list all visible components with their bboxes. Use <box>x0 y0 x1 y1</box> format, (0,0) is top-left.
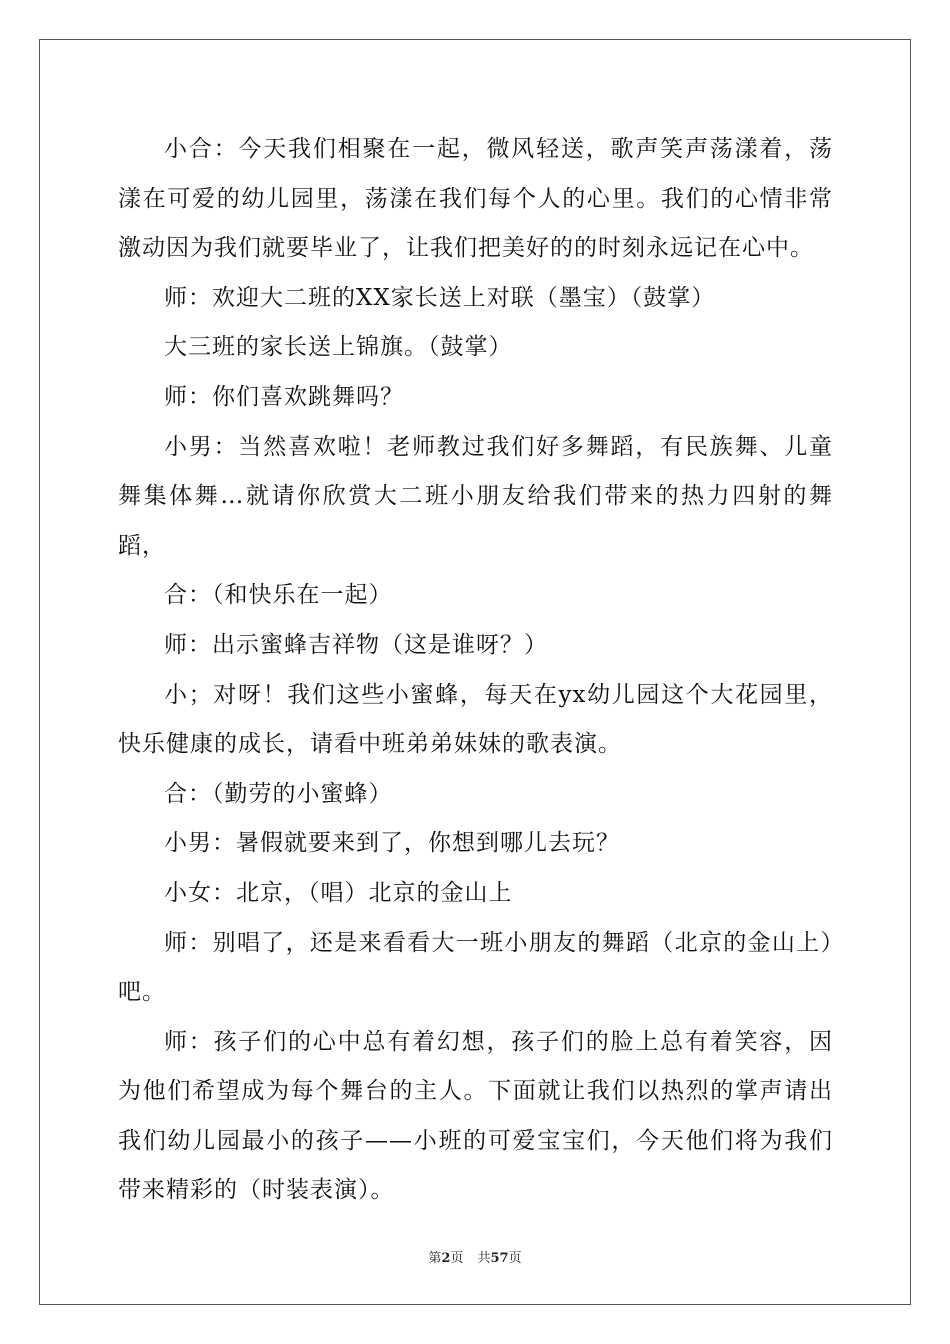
paragraph-13: 师：孩子们的心中总有着幻想，孩子们的脸上总有着笑容，因为他们希望成为每个舞台的主人。下面就让我们以热烈的掌声请出我们幼儿园最小的孩子——小班的可爱宝宝们，今天他们将为我们带来精彩的（时装表演）。 <box>118 1028 833 1204</box>
paragraph-3: 大三班的家长送上锦旗。（鼓掌） <box>164 334 513 361</box>
paragraph-6: 合：（和快乐在一起） <box>164 582 393 609</box>
paragraph-1: 小合：今天我们相聚在一起，微风轻送，歌声笑声荡漾着，荡漾在可爱的幼儿园里，荡漾在我们每个人的心里。我们的心情非常激动因为我们就要毕业了，让我们把美好的的时刻永远记在心中。 <box>118 136 833 262</box>
total-pages: 57 <box>490 1251 509 1266</box>
paragraph-5: 小男：当然喜欢啦！老师教过我们好多舞蹈，有民族舞、儿童舞集体舞…就请你欣赏大二班小朋友给我们带来的热力四射的舞蹈， <box>118 433 833 559</box>
paragraph-4: 师：你们喜欢跳舞吗？ <box>164 383 404 410</box>
total-label-prefix: 共 <box>477 1251 491 1266</box>
paragraph-8: 小；对呀！我们这些小蜜蜂，每天在yx幼儿园这个大花园里，快乐健康的成长，请看中班弟弟妹妹的歌表演。 <box>118 681 833 758</box>
paragraph-11: 小女：北京，（唱）北京的金山上 <box>164 879 513 906</box>
page-number: 2 <box>441 1251 451 1266</box>
paragraph-12: 师：别唱了，还是来看看大一班小朋友的舞蹈（北京的金山上）吧。 <box>118 929 833 1006</box>
page-footer <box>0 1247 950 1266</box>
paragraph-2: 师：欢迎大二班的XX家长送上对联（墨宝）（鼓掌） <box>164 284 716 311</box>
document-body <box>118 125 833 1216</box>
paragraph-7: 师：出示蜜蜂吉祥物（这是谁呀？） <box>164 631 548 658</box>
page-label-prefix: 第 <box>428 1251 442 1266</box>
paragraph-10: 小男：暑假就要来到了，你想到哪儿去玩？ <box>164 830 620 857</box>
page-label-suffix: 页 <box>450 1251 464 1266</box>
paragraph-9: 合：（勤劳的小蜜蜂） <box>164 780 393 807</box>
total-label-suffix: 页 <box>508 1251 522 1266</box>
